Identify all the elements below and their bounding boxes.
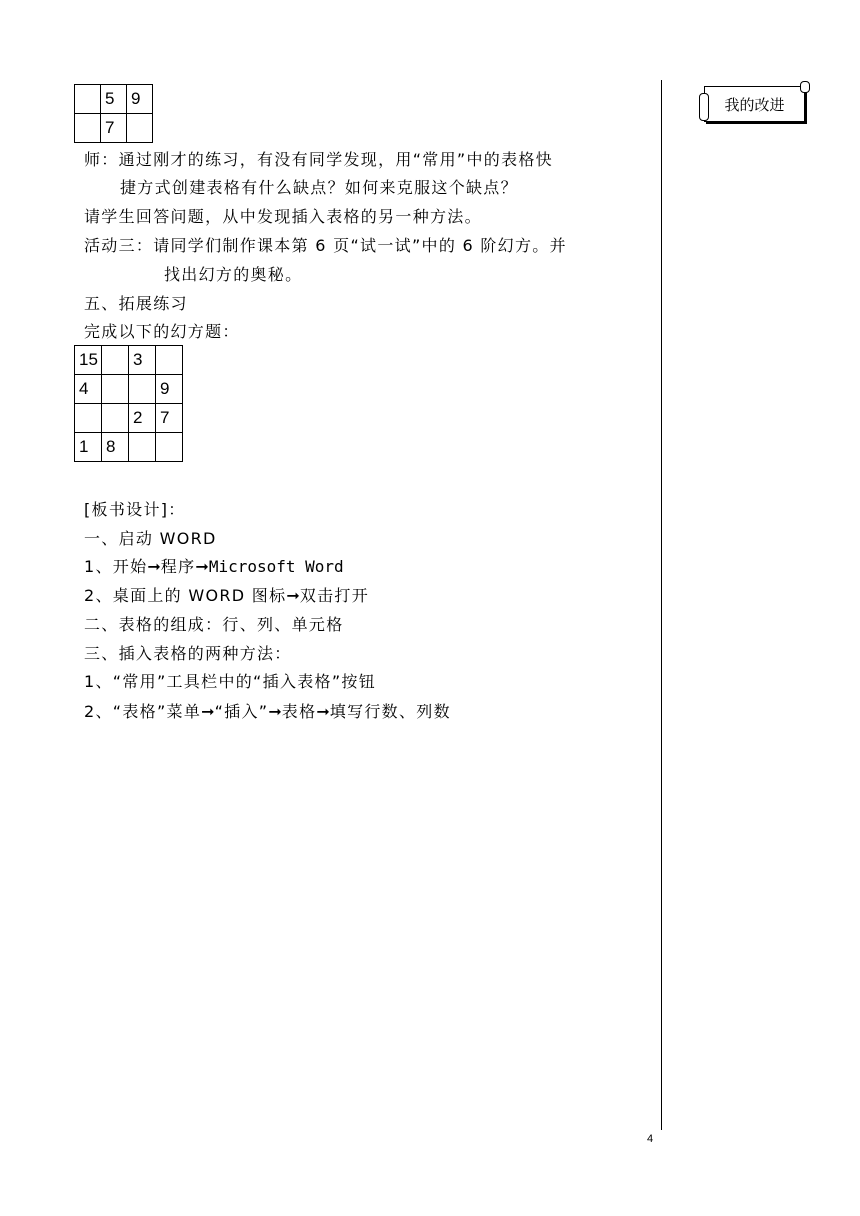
table-cell	[102, 375, 129, 404]
table-cell	[129, 433, 156, 462]
complete-instruction: 完成以下的幻方题：	[84, 322, 240, 341]
table-cell	[75, 404, 102, 433]
table-cell: 3	[129, 346, 156, 375]
board-section-one: 一、启动 WORD	[84, 529, 217, 548]
board-item-menu-method	[84, 702, 451, 722]
table-cell	[129, 375, 156, 404]
column-divider	[661, 80, 662, 1130]
table-cell: 8	[102, 433, 129, 462]
arrow-right-icon: ➞	[147, 557, 161, 576]
arrow-right-icon: ➞	[195, 557, 209, 576]
board-item-text: 双击打开	[299, 586, 370, 605]
arrow-right-icon: ➞	[268, 702, 282, 721]
table-row	[75, 346, 183, 375]
table-cell	[156, 433, 183, 462]
table-cell	[75, 114, 101, 143]
table-cell: 1	[75, 433, 102, 462]
board-item-text: “插入”	[214, 702, 269, 721]
page-number: 4	[647, 1133, 654, 1145]
teacher-question-line-1: 师：通过刚才的练习，有没有同学发现，用“常用”中的表格快	[84, 150, 553, 169]
table-row	[75, 433, 183, 462]
board-item-start-menu	[84, 557, 344, 577]
table-cell: 2	[129, 404, 156, 433]
board-item-text: 填写行数、列数	[329, 702, 451, 721]
scroll-curl-right-icon	[800, 81, 810, 93]
table-cell	[75, 85, 101, 114]
board-item-text: 2、“表格”菜单	[84, 702, 202, 721]
activity-three-line-1: 活动三：请同学们制作课本第 6 页“试一试”中的 6 阶幻方。并	[84, 236, 567, 255]
table-row	[75, 375, 183, 404]
table-cell: 9	[127, 85, 153, 114]
board-item-desktop-icon	[84, 586, 369, 606]
table-cell: 15	[75, 346, 102, 375]
table-cell	[127, 114, 153, 143]
section-five-heading: 五、拓展练习	[84, 294, 188, 313]
board-section-two: 二、表格的组成：行、列、单元格	[84, 615, 344, 634]
teacher-question-line-2: 捷方式创建表格有什么缺点？如何来克服这个缺点？	[120, 178, 518, 197]
arrow-right-icon: ➞	[316, 702, 330, 721]
table-cell: 4	[75, 375, 102, 404]
arrow-right-icon: ➞	[201, 702, 215, 721]
scroll-curl-left-icon	[699, 93, 709, 121]
student-answer-line: 请学生回答问题，从中发现插入表格的另一种方法。	[84, 207, 482, 226]
table-cell: 5	[101, 85, 127, 114]
table-row	[75, 85, 153, 114]
table-cell: 7	[101, 114, 127, 143]
improvement-note-label: 我的改进	[724, 95, 785, 114]
board-item-text: 2、桌面上的 WORD 图标	[84, 586, 287, 605]
board-item-toolbar-method: 1、“常用”工具栏中的“插入表格”按钮	[84, 672, 377, 691]
table-row	[75, 404, 183, 433]
table-cell: 7	[156, 404, 183, 433]
table-row	[75, 114, 153, 143]
board-item-text: Microsoft Word	[208, 557, 344, 576]
improvement-note-box	[704, 86, 805, 122]
table-cell	[102, 404, 129, 433]
board-design-title: [板书设计]：	[84, 500, 186, 519]
board-item-text: 1、开始	[84, 557, 148, 576]
table-cell: 9	[156, 375, 183, 404]
magic-square-partial	[74, 84, 153, 143]
board-item-text: 表格	[281, 702, 317, 721]
table-cell	[102, 346, 129, 375]
magic-square-exercise	[74, 345, 183, 462]
activity-three-line-2: 找出幻方的奥秘。	[164, 265, 303, 284]
board-section-three: 三、插入表格的两种方法：	[84, 644, 292, 663]
table-cell	[156, 346, 183, 375]
board-item-text: 程序	[160, 557, 196, 576]
arrow-right-icon: ➞	[286, 586, 300, 605]
